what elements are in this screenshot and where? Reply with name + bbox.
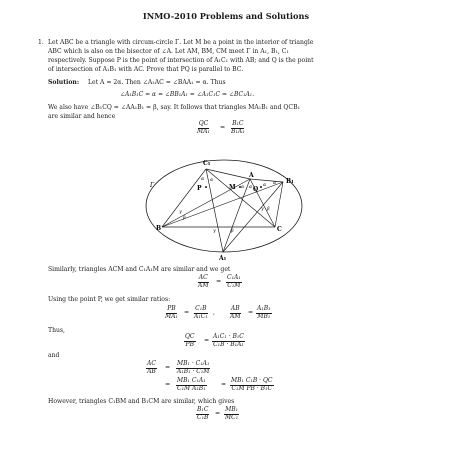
fraction-numerator: A₁B₁ bbox=[257, 305, 271, 312]
equals-sign: = bbox=[215, 410, 221, 417]
fraction-denominator: MA₁ bbox=[165, 312, 178, 320]
label-c: C bbox=[277, 226, 282, 233]
fraction-denominator: C₁M A₁B₁ bbox=[177, 384, 206, 392]
fraction-numerator: AC bbox=[147, 360, 156, 367]
fraction-qc-pb-rhs bbox=[212, 334, 245, 348]
label-a1: A₁ bbox=[219, 255, 227, 262]
equals-sign: = bbox=[248, 309, 254, 316]
solution-line-1: Let A = 2α. Then ∠A₁AC = ∠BAA₁ = α. Thus bbox=[88, 79, 226, 86]
fraction-denominator: C₁B · B₁A₁ bbox=[213, 340, 244, 348]
label-c1: C₁ bbox=[203, 160, 211, 167]
angle-gamma: γ bbox=[213, 229, 216, 234]
fraction-denominator: C₁M bbox=[227, 281, 241, 289]
angle-gamma: γ bbox=[261, 207, 264, 212]
label-m: M bbox=[229, 184, 236, 191]
fraction-c1b-a1c1 bbox=[193, 306, 209, 320]
solution-line-4: Similarly, triangles ACM and C₁A₁M are similar and we get bbox=[48, 266, 231, 273]
fraction-c1a1-c1m bbox=[226, 275, 242, 289]
point-p bbox=[205, 186, 207, 188]
angle-alpha: α bbox=[273, 181, 277, 186]
label-q: Q bbox=[253, 186, 259, 193]
fraction-numerator: MB₁ C₁A₁ bbox=[177, 377, 206, 384]
equals-sign: = bbox=[165, 381, 171, 388]
fraction-a1b1-mb1 bbox=[256, 306, 272, 320]
comma: , bbox=[213, 309, 215, 316]
fraction-derivation-3 bbox=[230, 378, 274, 392]
fraction-numerator: QC bbox=[185, 333, 195, 340]
fraction-denominator: A₁C₁ bbox=[194, 312, 208, 320]
fraction-denominator: C₁M PB · B₁C bbox=[231, 384, 273, 392]
problem-number: 1. bbox=[38, 39, 44, 46]
fraction-denominator: B₁A₁ bbox=[231, 127, 245, 135]
fraction-numerator: B₁C bbox=[232, 120, 244, 127]
fraction-numerator: C₁B bbox=[195, 305, 207, 312]
fraction-denominator: MB₁ bbox=[257, 312, 271, 320]
equals-sign: = bbox=[204, 337, 210, 344]
fraction-numerator: MB₁ bbox=[225, 406, 239, 413]
angle-alpha: α bbox=[249, 185, 253, 190]
solution-line-7: and bbox=[48, 352, 60, 359]
fraction-numerator: PB bbox=[167, 305, 176, 312]
point-m bbox=[239, 186, 241, 188]
angle-alpha: α bbox=[241, 185, 245, 190]
problem-line-3: respectively. Suppose P is the point of intersection of A₁C₁ with AB; and Q is the point bbox=[48, 57, 314, 64]
angle-alpha: α bbox=[210, 178, 214, 183]
label-b1: B₁ bbox=[286, 178, 294, 185]
fraction-derivation-2 bbox=[176, 378, 207, 392]
problem-line-1: Let ABC be a triangle with circum-circle Γ. Let M be a point in the interior of triangle bbox=[48, 39, 314, 46]
fraction-numerator: MB₁ C₁B · QC bbox=[231, 377, 273, 384]
fraction-numerator: AB bbox=[230, 305, 240, 312]
solution-line-3: are similar and hence bbox=[48, 113, 116, 120]
fraction-denominator: A₁B₁ · C₁M bbox=[177, 367, 210, 375]
fraction-numerator: QC bbox=[198, 120, 209, 127]
fraction-numerator: C₁A₁ bbox=[227, 274, 241, 281]
fraction-numerator: A₁C₁ · B₁C bbox=[213, 333, 244, 340]
fraction-numerator: MB₁ · C₁A₁ bbox=[177, 360, 210, 367]
point-q bbox=[260, 186, 262, 188]
equation-angles: ∠A₁B₁C = α = ∠BB₁A₁ = ∠A₁C₁C = ∠BC₁A₁. bbox=[120, 91, 255, 98]
equals-sign: = bbox=[165, 364, 171, 371]
solution-line-6: Thus, bbox=[48, 327, 65, 334]
fraction-denominator: AB bbox=[147, 367, 156, 375]
fraction-denominator: AM bbox=[230, 312, 241, 320]
solution-line-8: However, triangles C₁BM and B₁CM are similar, which gives bbox=[48, 398, 235, 405]
equals-sign: = bbox=[221, 381, 227, 388]
page-title: INMO-2010 Problems and Solutions bbox=[142, 11, 310, 21]
fraction-ac-ab bbox=[146, 361, 157, 375]
angle-alpha: α bbox=[263, 183, 267, 188]
fraction-mb1-mc1 bbox=[224, 407, 239, 421]
label-a: A bbox=[249, 172, 254, 179]
equals-sign: = bbox=[184, 309, 190, 316]
equals-sign: = bbox=[216, 278, 222, 285]
equals-sign: = bbox=[220, 124, 226, 131]
solution-line-5: Using the point P, we get similar ratios: bbox=[48, 296, 171, 303]
solution-line-2: We also have ∠B₁CQ = ∠AA₁B₁ = β, say. It follows that triangles MA₁B₁ and QCB₁ bbox=[48, 104, 301, 111]
fraction-ac-am bbox=[197, 275, 209, 289]
problem-line-2: ABC which is also on the bisector of ∠A. Let AM, BM, CM meet Γ in A₁, B₁, C₁ bbox=[48, 48, 289, 55]
fraction-numerator: B₁C bbox=[197, 406, 209, 413]
fraction-qc-pb bbox=[184, 334, 196, 348]
fraction-denominator: MC₁ bbox=[225, 413, 239, 421]
fraction-denominator: MA₁ bbox=[197, 127, 210, 135]
fraction-pb-ma1 bbox=[164, 306, 179, 320]
solution-label: Solution: bbox=[48, 79, 80, 86]
fraction-denominator: PB bbox=[185, 340, 194, 348]
angle-alpha: α bbox=[201, 177, 205, 182]
label-b: B bbox=[156, 225, 162, 232]
label-gamma-circle: Γ bbox=[150, 182, 155, 189]
fraction-ab-am bbox=[229, 306, 241, 320]
fraction-denominator: C₁B bbox=[197, 413, 209, 421]
angle-beta: β bbox=[183, 216, 186, 221]
angle-beta: β bbox=[231, 229, 234, 234]
fraction-derivation-1 bbox=[176, 361, 210, 375]
fraction-denominator: AM bbox=[198, 281, 209, 289]
fraction-numerator: AC bbox=[198, 274, 208, 281]
problem-line-4: of intersection of A₁B₁ with AC. Prove that PQ is parallel to BC. bbox=[48, 66, 244, 73]
angle-beta: β bbox=[267, 207, 270, 212]
fraction-b1c-c1b bbox=[196, 407, 209, 421]
label-p: P bbox=[197, 185, 202, 192]
angle-gamma: γ bbox=[179, 210, 182, 215]
